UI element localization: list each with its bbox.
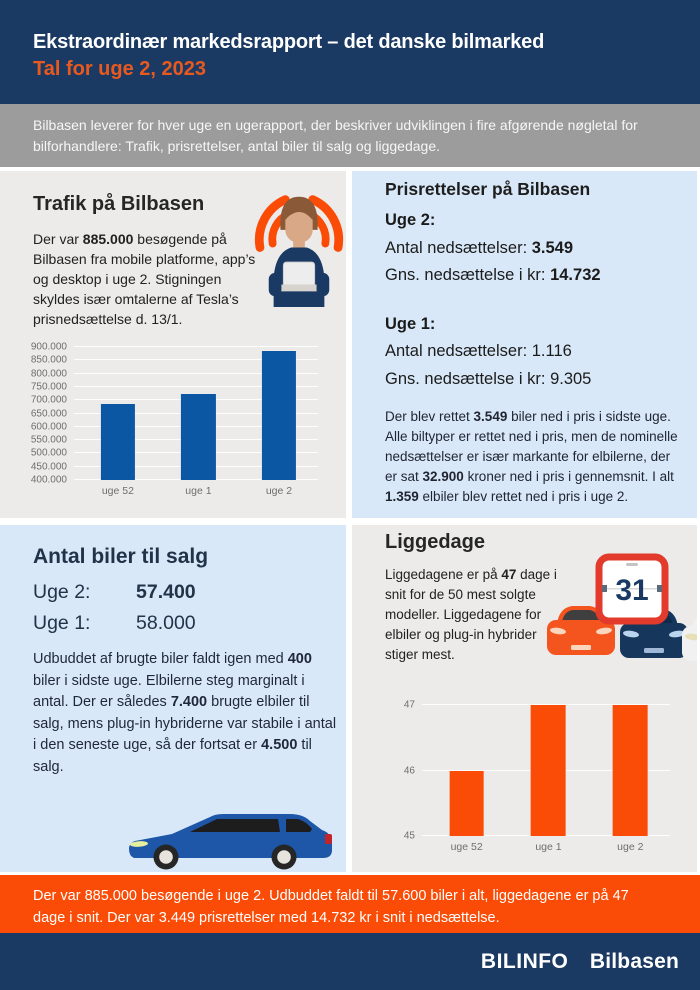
stat-value: 14.732 (550, 266, 601, 284)
x-tick-label: uge 52 (101, 485, 134, 497)
uge1-gns: Gns. nedsættelse i kr: 9.305 (385, 369, 592, 388)
y-tick-label: 750.000 (30, 381, 67, 393)
trafik-bar-chart (28, 341, 328, 497)
bar-uge-1 (531, 705, 566, 836)
uge1-heading: Uge 1: (385, 314, 436, 333)
intro-banner (0, 104, 700, 167)
stat-label: Antal nedsættelser: (385, 238, 532, 257)
antal-body-bold: 400 (287, 651, 312, 667)
summary-banner (0, 875, 700, 933)
section-prisrettelser (352, 171, 697, 518)
y-tick-label: 700.000 (30, 394, 67, 406)
antal-body-seg: til salg. (33, 737, 312, 775)
plot-area (30, 341, 318, 497)
blue-estate-car-side-icon (126, 801, 338, 871)
liggedage-title: Liggedage (385, 531, 486, 553)
calendar-sign (599, 557, 665, 621)
antal-body-bold: 7.400 (170, 694, 208, 710)
uge2-gns (385, 262, 601, 290)
ligge-body-seg: Liggedagene er på (385, 567, 502, 582)
footer-logos (481, 950, 679, 974)
bar-uge-52 (101, 404, 135, 480)
liggedage-bar-chart (382, 699, 684, 853)
pris-body-bold: 1.359 (385, 489, 419, 504)
x-tick-label: uge 1 (535, 841, 562, 853)
pris-body-bold: 32.900 (422, 469, 464, 484)
y-tick-label: 550.000 (30, 434, 67, 446)
pris-body-seg: Der blev rettet (385, 409, 474, 424)
x-tick-label: uge 1 (185, 485, 212, 497)
row-value: 58.000 (136, 612, 196, 634)
y-tick-label: 46 (403, 765, 415, 776)
antal-body-bold: 4.500 (261, 737, 298, 753)
bar-uge-2 (613, 705, 648, 836)
row-value: 57.400 (136, 581, 196, 603)
trafik-body-seg: besøgende på Bilbasen fra mobile platforme, app’s og desktop i uge 2. Stigningen skyldes især omtalerne af Tesla’s prisnedsættelse d. 13/1. (33, 231, 256, 327)
sign-number: 31 (615, 574, 649, 607)
pris-body-bold: 3.549 (473, 409, 508, 424)
pris-body-seg: elbiler blev rettet ned i pris i uge 2. (418, 489, 629, 504)
ligge-body-bold: 47 (501, 567, 517, 582)
uge1-antal: Antal nedsættelser: 1.116 (385, 342, 572, 360)
uge2-antal (385, 235, 601, 263)
trafik-body-seg: Der var (33, 231, 83, 247)
antal-body-seg: biler i sidste uge. Elbilerne steg marginalt i antal. Der er således (33, 672, 305, 710)
summary-text: Der var 885.000 besøgende i uge 2. Udbuddet faldt til 57.600 biler i alt, liggedagene er på 47 dage i snit. Der var 3.449 prisrettelser med 14.732 kr i snit i nedsættelse. (33, 888, 629, 926)
row-label: Uge 2: (33, 581, 91, 603)
pris-body-seg: biler ned i pris i sidste uge. Alle biltyper er rettet ned i pris, men de nominelle nedsættelser er især markante for elbilerne, der er sat (385, 409, 678, 484)
bar-uge-2 (262, 351, 296, 480)
uge1-row (33, 608, 196, 639)
page-footer (0, 933, 700, 990)
prisrettelser-title: Prisrettelser på Bilbasen (385, 179, 591, 199)
y-tick-label: 400.000 (30, 474, 67, 486)
page-subtitle: Tal for uge 2, 2023 (33, 58, 207, 80)
stat-value: 3.549 (531, 238, 574, 257)
x-tick-label: uge 2 (265, 485, 293, 497)
page-title: Ekstraordinær markedsrapport – det danske bilmarked (33, 31, 545, 53)
stat-label: Gns. nedsættelse i kr: (385, 266, 551, 284)
antal-biler-rows (33, 577, 196, 639)
antal-biler-title: Antal biler til salg (33, 545, 209, 568)
antal-body-seg: brugte elbiler til salg, mens plug-in hybriderne var stabile i antal i den seneste uge, så der fortsat er (33, 694, 337, 753)
prisrettelser-body (385, 407, 680, 507)
uge2-heading: Uge 2: (385, 211, 436, 229)
gridline (74, 346, 318, 347)
prisrettelser-stats (385, 207, 601, 393)
y-tick-label: 500.000 (30, 447, 67, 459)
bilinfo-logo: BILINFO (480, 949, 569, 973)
ligge-body-seg: dage i snit for de 50 mest solgte modeller. Liggedagene for elbiler og plug-in hybrider stiger mest. (385, 567, 557, 662)
y-tick-label: 47 (403, 699, 415, 711)
y-tick-label: 650.000 (30, 408, 67, 419)
pris-body-seg: kroner ned i pris i gennemsnit. I alt (463, 469, 674, 484)
trafik-body (33, 229, 271, 329)
row-label: Uge 1: (33, 612, 91, 634)
y-tick-label: 900.000 (30, 341, 67, 353)
plot-area (403, 699, 670, 853)
antal-body-seg: Udbuddet af brugte biler faldt igen med (33, 651, 288, 667)
y-tick-label: 600.000 (30, 421, 67, 433)
section-trafik (0, 171, 346, 518)
section-liggedage (352, 525, 697, 872)
intro-text: Bilbasen leverer for hver uge en ugerapport, der beskriver udviklingen i fire afgørende nøgletal for bilforhandlere: Trafik, prisrettelser, antal biler til salg og liggedage. (33, 117, 638, 154)
person-laptop-wifi-icon (250, 185, 346, 307)
y-tick-label: 45 (403, 830, 415, 842)
liggedage-body (385, 565, 563, 665)
trafik-title: Trafik på Bilbasen (33, 193, 205, 215)
three-cars-with-calendar-31-icon (542, 551, 697, 669)
trafik-body-bold: 885.000 (82, 231, 134, 247)
x-tick-label: uge 2 (617, 841, 644, 853)
section-antal-biler (0, 525, 346, 872)
report-header (0, 0, 700, 104)
y-tick-label: 850.000 (30, 354, 67, 366)
x-tick-label: uge 52 (450, 841, 483, 853)
y-tick-label: 450.000 (30, 461, 67, 473)
bar-uge-52 (449, 771, 484, 837)
antal-biler-body (33, 649, 341, 778)
y-tick-label: 800.000 (30, 368, 67, 380)
uge2-row (33, 577, 196, 608)
bar-uge-1 (181, 394, 215, 480)
bilbasen-logo: Bilbasen (589, 949, 679, 973)
